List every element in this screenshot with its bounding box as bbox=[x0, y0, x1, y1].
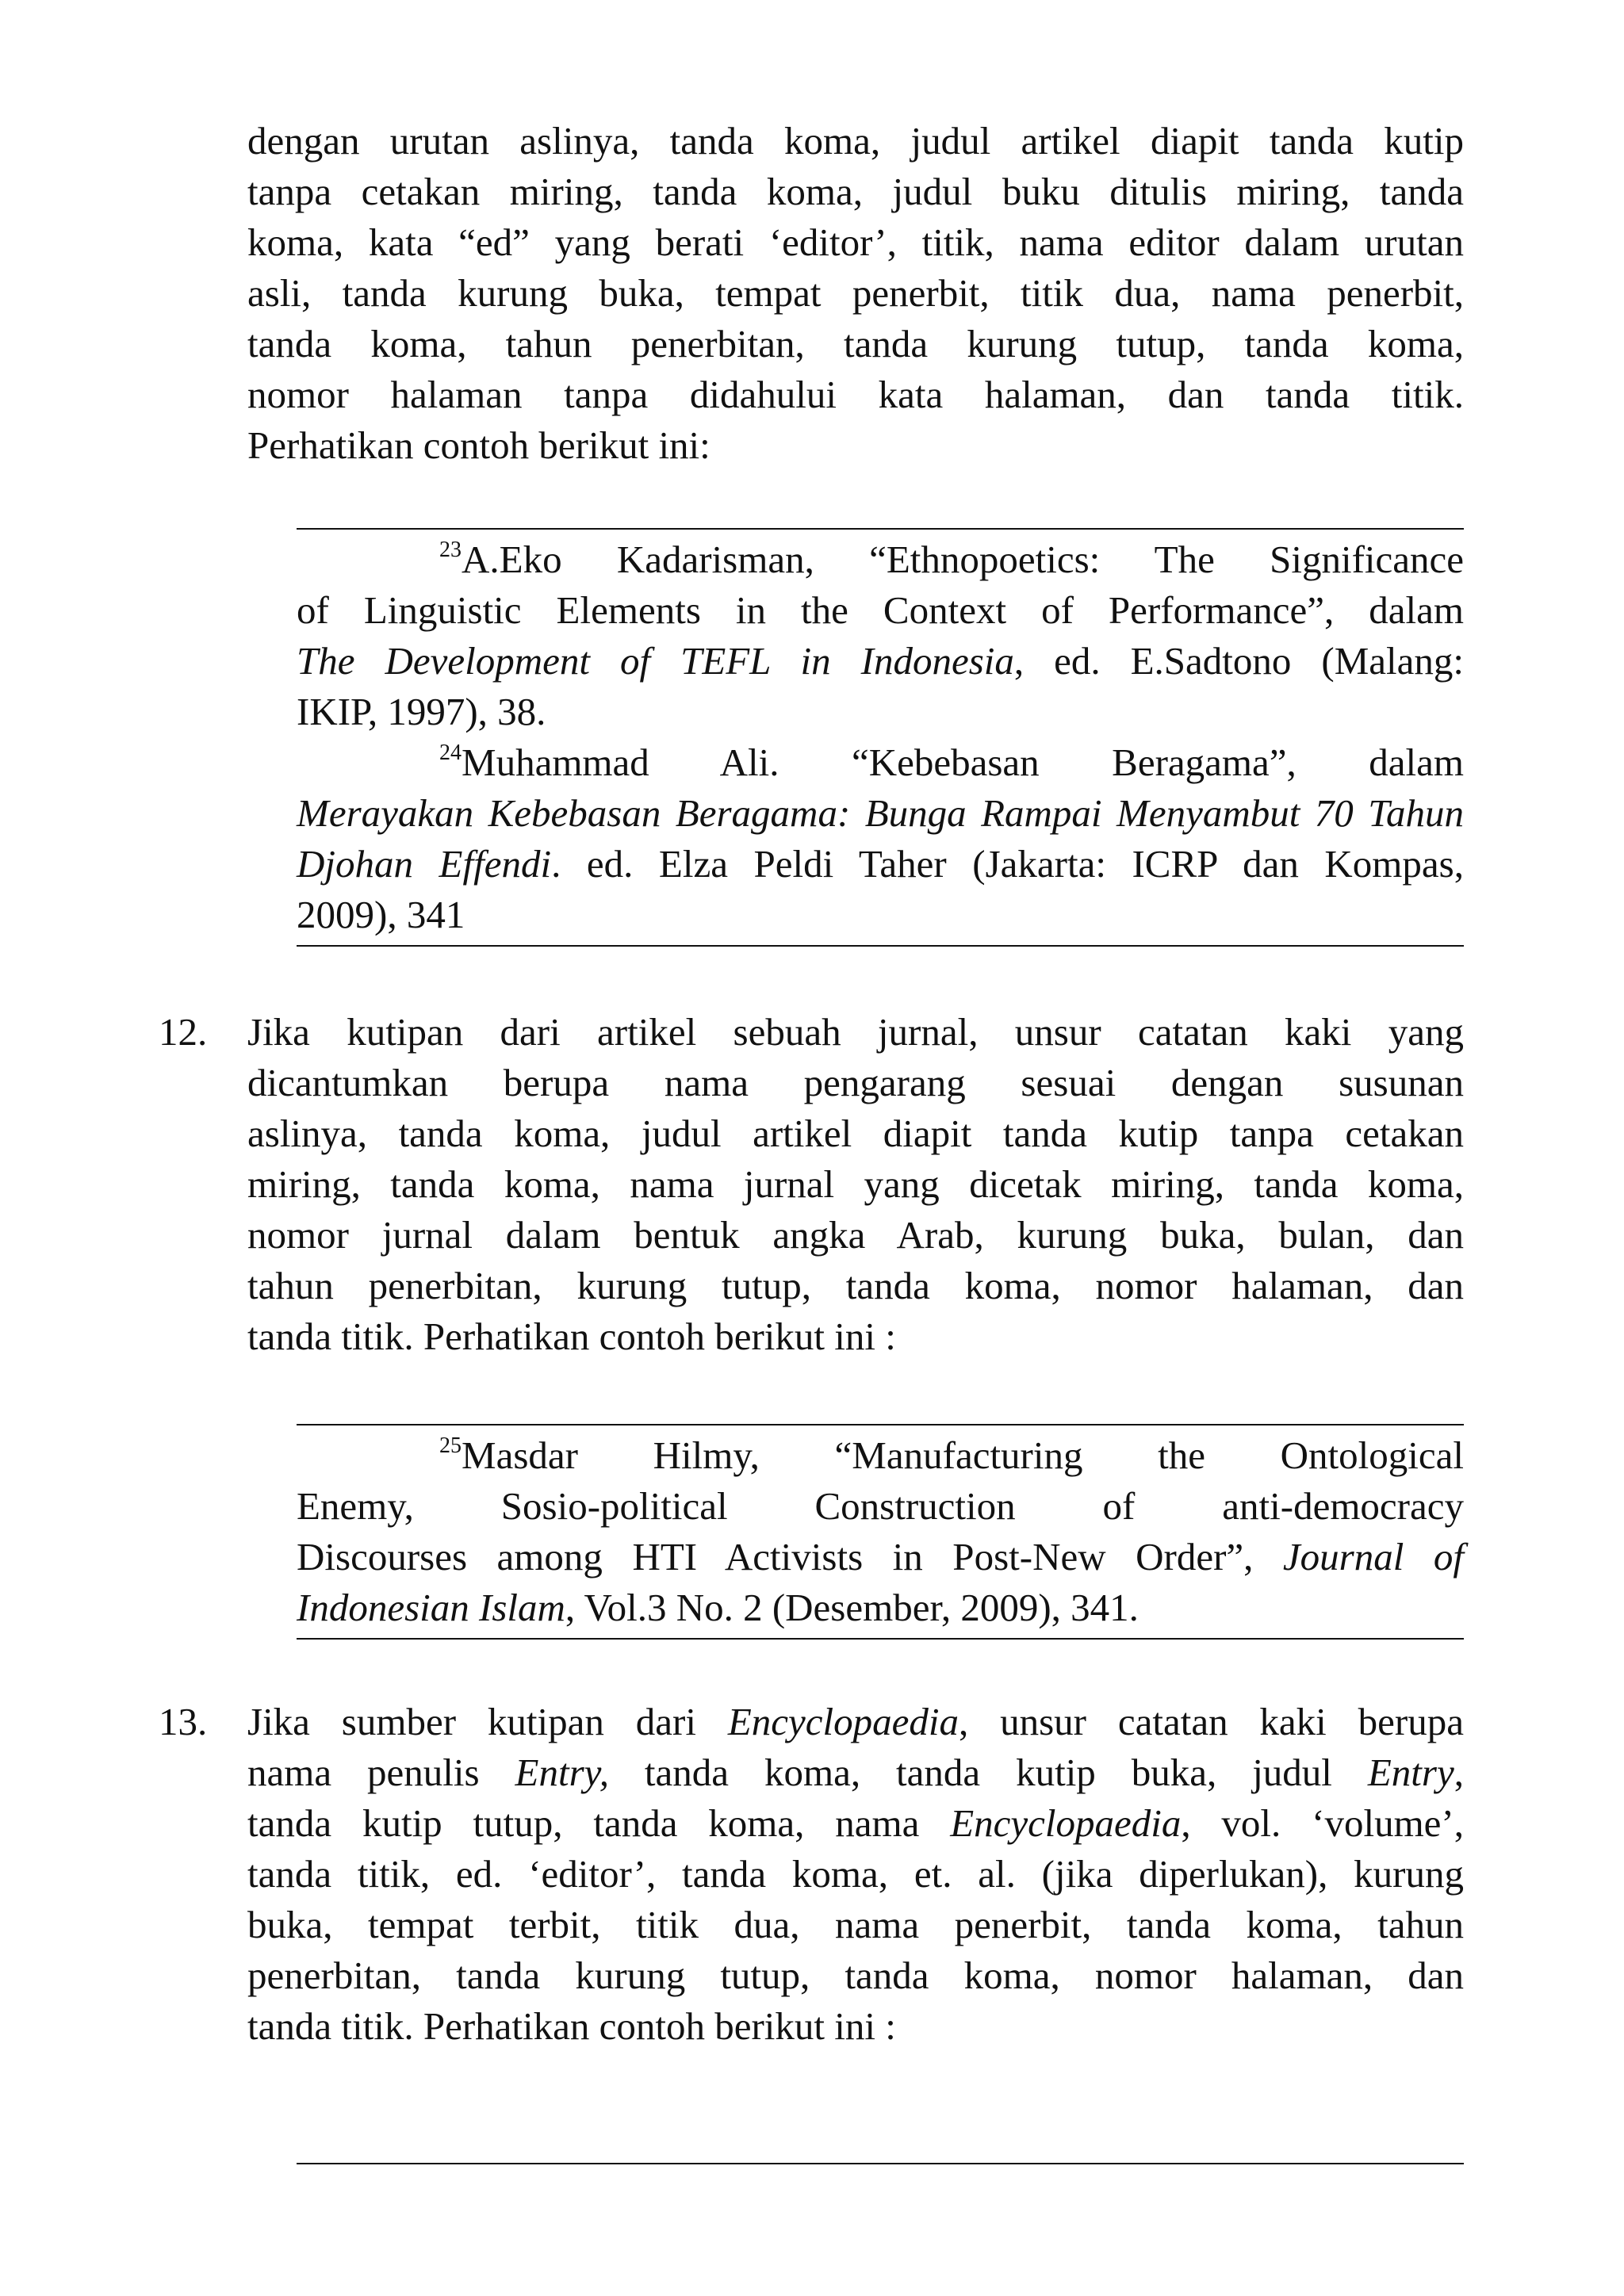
footnote-number: 25 bbox=[439, 1433, 462, 1458]
footnote-25: $^{25}$Masdar Hilmy, “Manufacturing the Ontological bbox=[439, 1433, 1464, 1477]
footnote-23: $^{23}$A.Eko Kadarisman, “Ethnopoetics: The Significance bbox=[439, 538, 1464, 581]
text-line: tanda koma, tahun penerbitan, tanda kurung tutup, tanda koma, bbox=[247, 322, 1464, 365]
footnote-separator-rule bbox=[297, 2163, 1464, 2164]
text-line: IKIP, 1997), 38. bbox=[297, 690, 546, 733]
text-line: asli, tanda kurung buka, tempat penerbit, titik dua, nama penerbit, bbox=[247, 271, 1464, 315]
book-title: The Development of TEFL in Indonesia bbox=[297, 639, 1014, 683]
text-line: aslinya, tanda koma, judul artikel diapit tanda kutip tanpa cetakan bbox=[247, 1112, 1464, 1155]
footnote-number: 23 bbox=[439, 538, 462, 562]
list-number: 12. bbox=[159, 1010, 208, 1054]
item-12-paragraph bbox=[247, 1007, 1464, 1362]
text-line: tanda kutip tutup, tanda koma, nama Encyclopaedia, vol. ‘volume’, bbox=[247, 1801, 1464, 1845]
text-line: penerbitan, tanda kurung tutup, tanda koma, nomor halaman, dan bbox=[247, 1954, 1464, 1997]
book-title: Merayakan Kebebasan Beragama: Bunga Rampai Menyambut 70 Tahun bbox=[297, 791, 1464, 835]
text-line: nama penulis Entry, tanda koma, tanda kutip buka, judul Entry, bbox=[247, 1751, 1464, 1794]
text-line: dengan urutan aslinya, tanda koma, judul artikel diapit tanda kutip bbox=[247, 119, 1464, 163]
text-line: koma, kata “ed” yang berati ‘editor’, titik, nama editor dalam urutan bbox=[247, 220, 1464, 264]
footnote-example-b bbox=[297, 1424, 1464, 1640]
journal-title: Indonesian Islam bbox=[297, 1586, 565, 1629]
text-line: Jika kutipan dari artikel sebuah jurnal, unsur catatan kaki yang bbox=[247, 1010, 1464, 1054]
text-line: The Development of TEFL in Indonesia, ed. E.Sadtono (Malang: bbox=[297, 639, 1465, 683]
text-line: tanda titik. Perhatikan contoh berikut ini : bbox=[247, 1314, 896, 1358]
text-line: tanpa cetakan miring, tanda koma, judul buku ditulis miring, tanda bbox=[247, 170, 1464, 213]
text-line: nomor halaman tanpa didahului kata halaman, dan tanda titik. bbox=[247, 373, 1464, 416]
text-line: tahun penerbitan, kurung tutup, tanda koma, nomor halaman, dan bbox=[247, 1264, 1464, 1307]
text-line: 2009), 341 bbox=[297, 893, 465, 936]
text-line: Discourses among HTI Activists in Post-New Order”, Journal of bbox=[297, 1535, 1464, 1578]
list-number: 13. bbox=[159, 1700, 208, 1743]
text-line: Indonesian Islam, Vol.3 No. 2 (Desember, 2009), 341. bbox=[297, 1586, 1139, 1629]
text-line: tanda titik. Perhatikan contoh berikut ini : bbox=[247, 2004, 896, 2048]
footnote-example-a bbox=[297, 528, 1464, 947]
text-line: Djohan Effendi. ed. Elza Peldi Taher (Jakarta: ICRP dan Kompas, bbox=[297, 842, 1464, 886]
footnote-number: 24 bbox=[439, 740, 462, 765]
text-line: Jika sumber kutipan dari Encyclopaedia, unsur catatan kaki berupa bbox=[247, 1700, 1464, 1743]
intro-paragraph bbox=[247, 116, 1464, 471]
text-line: tanda titik, ed. ‘editor’, tanda koma, et. al. (jika diperlukan), kurung bbox=[247, 1852, 1464, 1896]
text-line: dicantumkan berupa nama pengarang sesuai dengan susunan bbox=[247, 1061, 1464, 1104]
text-line: buka, tempat terbit, titik dua, nama penerbit, tanda koma, tahun bbox=[247, 1903, 1464, 1946]
text-line: nomor jurnal dalam bentuk angka Arab, kurung buka, bulan, dan bbox=[247, 1213, 1464, 1257]
journal-title: Journal of bbox=[1282, 1535, 1464, 1578]
text-line: Perhatikan contoh berikut ini: bbox=[247, 423, 710, 467]
item-13-paragraph bbox=[247, 1697, 1464, 2052]
text-line: Enemy, Sosio-political Construction of anti-democracy bbox=[297, 1484, 1464, 1528]
book-title: Djohan Effendi bbox=[297, 842, 552, 886]
text-line: miring, tanda koma, nama jurnal yang dicetak miring, tanda koma, bbox=[247, 1162, 1464, 1206]
text-line: of Linguistic Elements in the Context of Performance”, dalam bbox=[297, 588, 1464, 632]
footnote-24: $^{24}$Muhammad Ali. “Kebebasan Beragama”, dalam bbox=[439, 740, 1464, 784]
